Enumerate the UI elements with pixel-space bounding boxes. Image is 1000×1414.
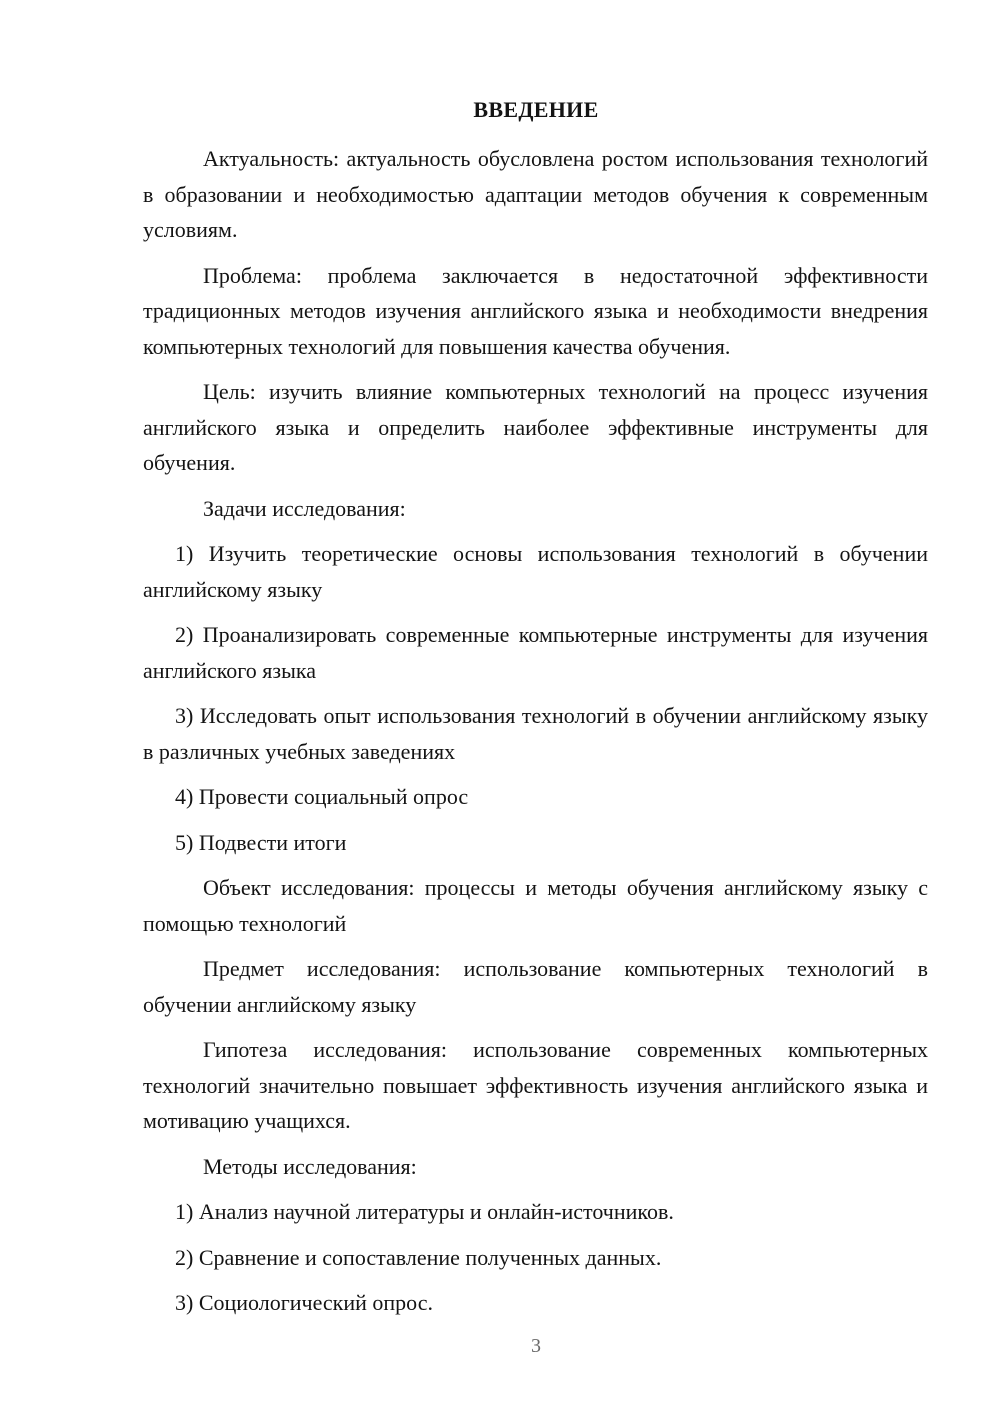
method-item-1: 1) Анализ научной литературы и онлайн-источников. (175, 1199, 674, 1224)
document-body (143, 141, 928, 1331)
relevance-paragraph: Актуальность: актуальность обусловлена ростом использования технологий в образовании и необходимостью адаптации методов обучения к современным условиям. (143, 146, 928, 242)
method-item-3: 3) Социологический опрос. (175, 1290, 433, 1315)
page-title: ВВЕДЕНИЕ (473, 97, 599, 122)
task-item-3: 3) Исследовать опыт использования технологий в обучении английскому языку в различных учебных заведениях (143, 703, 928, 764)
subject-paragraph: Предмет исследования: использование компьютерных технологий в обучении английскому языку (143, 956, 928, 1017)
problem-paragraph: Проблема: проблема заключается в недостаточной эффективности традиционных методов изучения английского языка и необходимости внедрения компьютерных технологий для повышения качества обучения. (143, 262, 928, 359)
object-paragraph: Объект исследования: процессы и методы обучения английскому языку с помощью технологий (143, 875, 928, 936)
task-item-5: 5) Подвести итоги (175, 829, 347, 855)
tasks-heading: Задачи исследования: (203, 495, 406, 521)
task-item-2: 2) Проанализировать современные компьютерные инструменты для изучения английского языка (143, 622, 928, 683)
task-item-4: 4) Провести социальный опрос (175, 784, 469, 809)
hypothesis-paragraph: Гипотеза исследования: использование современных компьютерных технологий значительно повышает эффективность изучения английского языка и мотивацию учащихся. (143, 1037, 928, 1133)
task-item-1: 1) Изучить теоретические основы использования технологий в обучении английскому языку (143, 541, 928, 602)
goal-paragraph: Цель: изучить влияние компьютерных технологий на процесс изучения английского языка и определить наиболее эффективные инструменты для обучения. (143, 379, 928, 475)
method-item-2: 2) Сравнение и сопоставление полученных данных. (175, 1244, 662, 1270)
methods-heading: Методы исследования: (203, 1153, 417, 1179)
page-number: 3 (531, 1335, 541, 1357)
